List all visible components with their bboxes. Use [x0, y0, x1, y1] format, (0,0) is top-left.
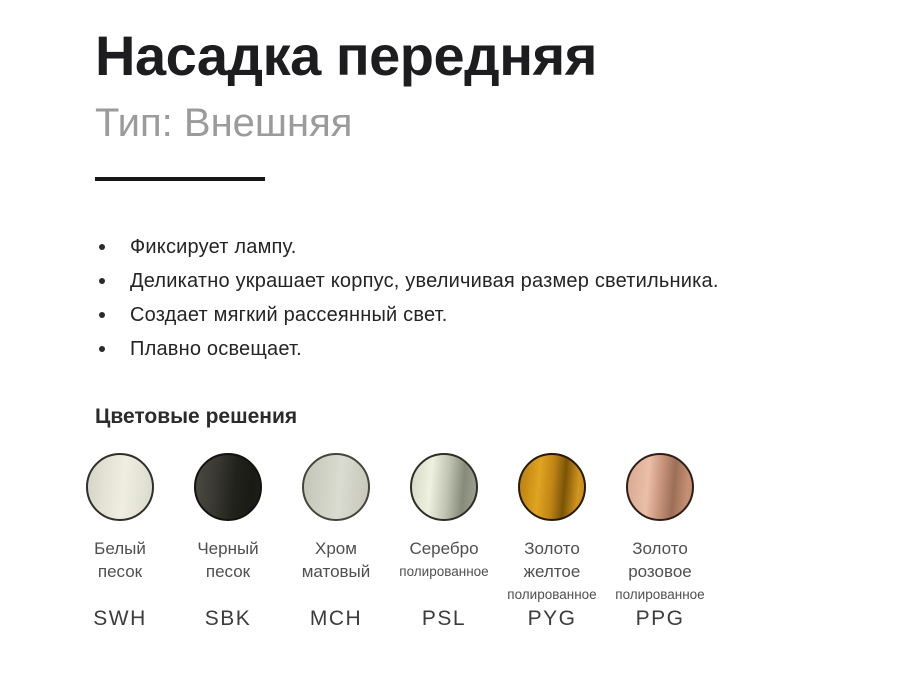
color-swatch-icon: [302, 453, 370, 521]
bullet-text: Фиксирует лампу.: [130, 236, 297, 259]
swatch-column-PPG: [606, 453, 714, 631]
color-swatch-icon: [194, 453, 262, 521]
bullet-dot-icon: [99, 278, 105, 284]
bullet-text: Деликатно украшает корпус, увеличивая размер светильника.: [130, 270, 719, 293]
color-name-line: Золото: [632, 539, 688, 559]
swatch-column-SBK: [174, 453, 282, 631]
color-name-line: песок: [205, 562, 251, 582]
page-subtitle: Тип: Внешняя: [95, 101, 353, 146]
color-swatch-icon: [518, 453, 586, 521]
color-code: SWH: [93, 607, 147, 631]
color-name: [399, 537, 488, 607]
color-name-finish-line: полированное: [399, 564, 489, 580]
color-name: [197, 537, 258, 607]
feature-list: [95, 237, 900, 359]
swatch-column-SWH: [66, 453, 174, 631]
bullet-item: [95, 339, 900, 359]
bullet-item: [95, 305, 900, 325]
color-name-line: Хром: [315, 539, 357, 559]
color-swatch-icon: [86, 453, 154, 521]
bullet-dot-icon: [99, 312, 105, 318]
bullet-item: [95, 271, 900, 291]
color-name: [302, 537, 371, 607]
swatch-column-PYG: [498, 453, 606, 631]
swatch-column-PSL: [390, 453, 498, 631]
color-name-line: желтое: [523, 562, 581, 582]
color-swatches-row: [66, 453, 900, 631]
color-name-line: песок: [97, 562, 143, 582]
color-name-line: Золото: [524, 539, 580, 559]
swatch-column-MCH: [282, 453, 390, 631]
title-divider: [95, 177, 265, 181]
bullet-item: [95, 237, 900, 257]
color-name-line: Черный: [197, 539, 259, 559]
color-name: [615, 537, 704, 607]
color-swatch-icon: [626, 453, 694, 521]
color-code: PYG: [527, 607, 577, 631]
color-name-line: Белый: [94, 539, 146, 559]
color-name: [507, 537, 596, 607]
colors-heading: Цветовые решения: [95, 405, 298, 429]
color-code: SBK: [204, 607, 252, 631]
color-name: [94, 537, 146, 607]
color-name-line: матовый: [301, 562, 371, 582]
bullet-dot-icon: [99, 244, 105, 250]
color-code: PPG: [635, 607, 685, 631]
color-swatch-icon: [410, 453, 478, 521]
color-code: MCH: [309, 607, 363, 631]
color-name-finish-line: полированное: [615, 587, 705, 603]
color-name-finish-line: полированное: [507, 587, 597, 603]
bullet-text: Создает мягкий рассеянный свет.: [130, 304, 448, 327]
page-title: Насадка передняя: [95, 24, 597, 87]
bullet-text: Плавно освещает.: [130, 338, 302, 361]
bullet-dot-icon: [99, 346, 105, 352]
color-name-line: Серебро: [409, 539, 479, 559]
color-name-line: розовое: [628, 562, 692, 582]
color-code: PSL: [421, 607, 467, 631]
